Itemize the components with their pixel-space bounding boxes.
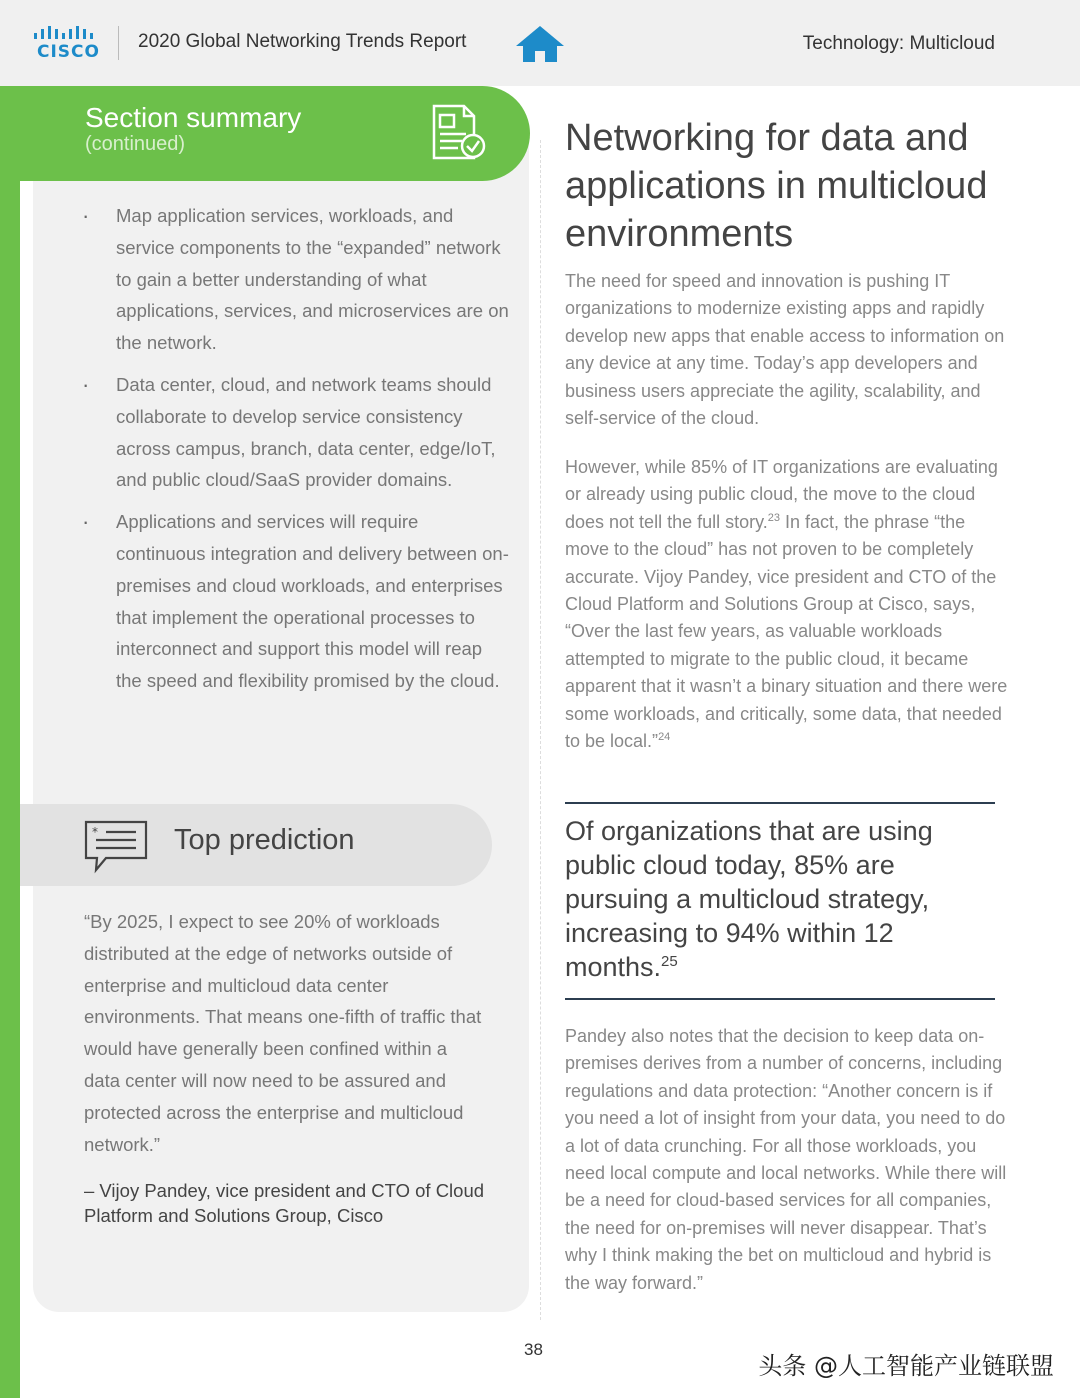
paragraph-2-text-a: However, while 85% of IT organizations are evaluating or already using public cloud, the move to the cloud does not tell the full story. [565, 457, 998, 532]
article-paragraph-2 [565, 454, 1010, 755]
home-icon[interactable] [514, 24, 566, 64]
page-header [0, 0, 1080, 86]
page-number: 38 [524, 1340, 543, 1359]
callout-statistic [565, 814, 985, 984]
list-item: · Map application services, workloads, and service components to the “expanded” network to gain a better understanding of what applications, services, and microservices are on the network. [80, 200, 510, 359]
callout-top-rule [565, 802, 995, 804]
paragraph-2-text-b: In fact, the phrase “the move to the cloud” has not proven to be completely accurate. Vijoy Pandey, vice president and CTO of the Cloud Platform and Solutions Group at Cisco, says, “Over the last few years, as valuable workloads attempted to migrate to the public cloud, it became apparent that it wasn’t a binary situation and there were some workloads, and critically, some data, that needed to be local.” [565, 511, 1008, 752]
summary-bullet-list [80, 200, 510, 707]
left-accent-strip [0, 86, 20, 1398]
report-title: 2020 Global Networking Trends Report [138, 31, 467, 52]
footnote-ref-23[interactable]: 23 [767, 511, 781, 524]
column-divider [540, 140, 541, 1320]
svg-text:*: * [92, 825, 98, 839]
footnote-ref-24[interactable]: 24 [658, 731, 671, 744]
list-item: · Applications and services will require continuous integration and delivery between on-premises and cloud workloads, and enterprises that implement the operational processes to interconnect and support this model will reap the speed and flexibility promised by the cloud. [80, 506, 510, 697]
prediction-quote: “By 2025, I expect to see 20% of workloads distributed at the edge of networks outside of enterprise and multicloud data center environments. That means one-fifth of traffic that would have generally been confined within a data center will now need to be assured and protected across the enterprise and multicloud network.” [84, 911, 482, 1155]
summary-title: Section summary [85, 102, 302, 133]
list-item: · Data center, cloud, and network teams should collaborate to develop service consistency across campus, branch, data center, edge/IoT, and public cloud/SaaS provider domains. [80, 369, 510, 496]
watermark: 头条 @人工智能产业链联盟 [758, 1352, 1054, 1380]
article-paragraph-3: Pandey also notes that the decision to keep data on-premises derives from a number of concerns, including regulations and data protection: “Another concern is if you need a lot of insight from your data, you need to do a lot of data crunching. For all those workloads, you need local compute and local networks. While there will be a need for cloud-based services for all companies, the need for on-premises will never disappear. That’s why I think making the bet on multicloud and hybrid is the way forward.” [565, 1026, 1007, 1293]
prediction-title: Top prediction [174, 824, 355, 856]
speech-bubble-icon [82, 818, 152, 876]
article-title: Networking for data and applications in multicloud environments [565, 117, 988, 255]
header-divider [118, 26, 119, 60]
footnote-ref-25[interactable]: 25 [661, 953, 678, 970]
article-paragraph-1: The need for speed and innovation is pushing IT organizations to modernize existing apps and rapidly develop new apps that enable access to information on any device at any time. Today’s app developers and business users appreciate the agility, scalability, and self-service of the cloud. [565, 271, 1005, 429]
prediction-attribution: – Vijoy Pandey, vice president and CTO of Cloud Platform and Solutions Group, Cisco [84, 1180, 485, 1226]
summary-subtitle: (continued) [85, 133, 186, 155]
callout-bottom-rule [565, 998, 995, 1000]
section-tag: Technology: Multicloud [802, 33, 995, 54]
document-check-icon [430, 103, 488, 163]
callout-text: Of organizations that are using public cloud today, 85% are pursuing a multicloud strategy, increasing to 94% within 12 months. [565, 816, 933, 982]
logo-wordmark: CISCO [37, 42, 100, 62]
cisco-bars-icon [32, 26, 100, 42]
cisco-logo[interactable] [30, 24, 102, 64]
